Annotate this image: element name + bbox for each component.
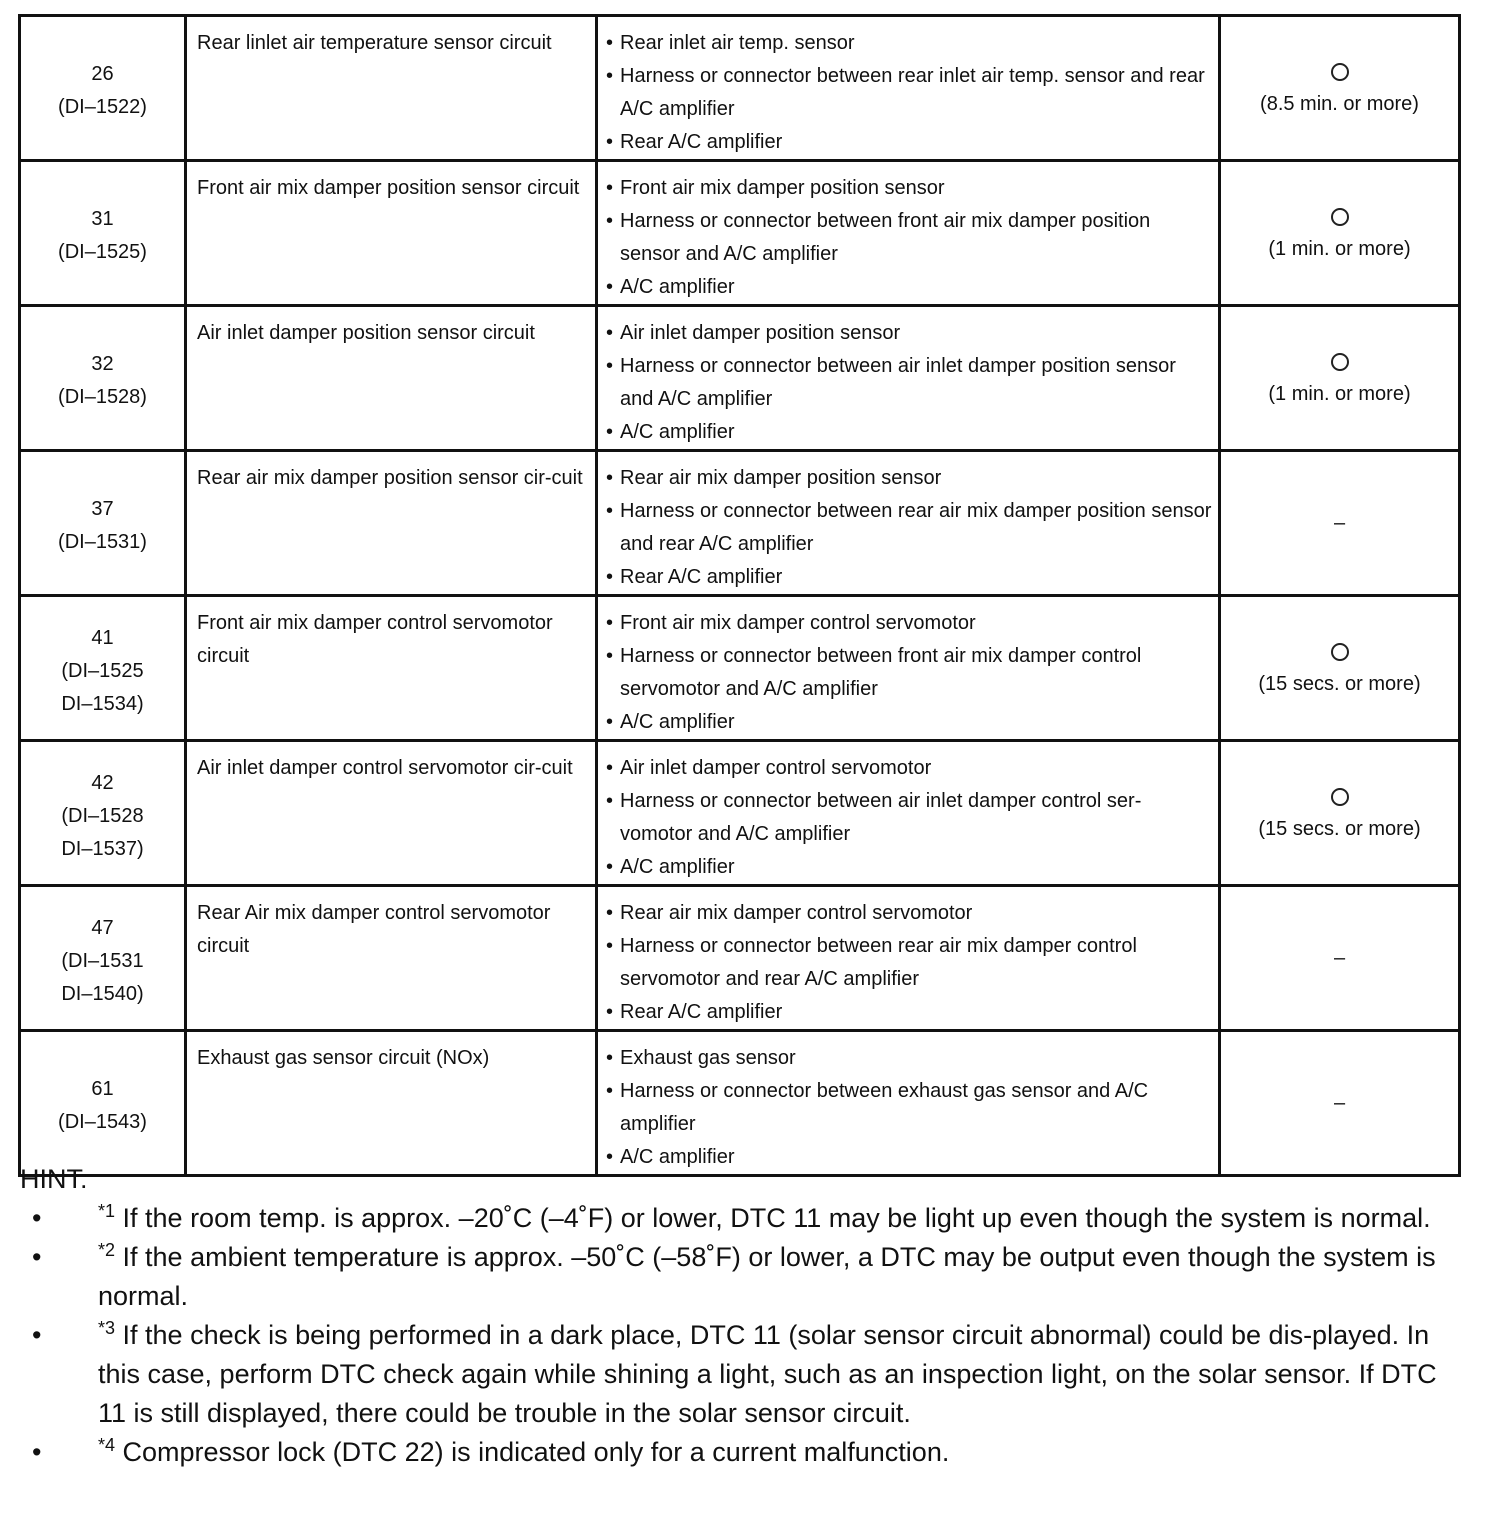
detection-item: Rear air mix damper position sensor cir-cuit: [197, 467, 583, 489]
dtc-code-block: [21, 197, 184, 269]
bullet-icon: •: [606, 790, 614, 812]
trouble-area-list: [598, 742, 1218, 884]
bullet-icon: •: [606, 355, 614, 377]
bullet-icon: •: [606, 1080, 614, 1102]
dtc-table-body: [20, 16, 1460, 1176]
trouble-area-text: Exhaust gas sensor: [620, 1047, 796, 1069]
hint-text: Compressor lock (DTC 22) is indicated only for a current malfunction.: [122, 1437, 950, 1467]
hint-title: HINT:: [20, 1164, 88, 1194]
table-row: [20, 741, 1460, 886]
bullet-icon: •: [606, 32, 614, 54]
dtc-code-block: [21, 616, 184, 721]
trouble-area-cell: [597, 596, 1220, 741]
hint-item: [20, 1199, 1470, 1238]
trouble-area-text: Rear A/C amplifier: [620, 1001, 783, 1023]
dtc-code-cell: [20, 451, 186, 596]
bullet-icon: •: [606, 711, 614, 733]
bullet-icon: •: [606, 322, 614, 344]
trouble-area-item: [606, 752, 1212, 785]
trouble-area-item: [606, 930, 1212, 996]
dtc-code: 41: [91, 626, 114, 649]
dtc-code-block: [21, 1067, 184, 1139]
hint-section: [20, 1160, 1470, 1472]
table-row: [20, 306, 1460, 451]
trouble-area-text: Rear A/C amplifier: [620, 566, 783, 588]
trouble-area-cell: [597, 1031, 1220, 1176]
dtc-code-block: [21, 487, 184, 559]
detection-item: Air inlet damper position sensor circuit: [197, 322, 535, 344]
memory-cell: [1220, 161, 1460, 306]
dtc-reference: (DI–1531): [58, 531, 147, 553]
trouble-area-item: [606, 27, 1212, 60]
bullet-icon: •: [32, 1203, 42, 1233]
trouble-area-cell: [597, 741, 1220, 886]
dtc-code-cell: [20, 886, 186, 1031]
trouble-area-item: [606, 462, 1212, 495]
trouble-area-text: Front air mix damper position sensor: [620, 177, 945, 199]
dtc-code-cell: [20, 16, 186, 161]
dtc-code: 31: [91, 208, 114, 230]
memory-cell: [1220, 451, 1460, 596]
bullet-icon: •: [606, 645, 614, 667]
trouble-area-item: [606, 706, 1212, 739]
trouble-area-cell: [597, 306, 1220, 451]
bullet-icon: •: [606, 1047, 614, 1069]
bullet-icon: •: [606, 1146, 614, 1168]
dtc-code-block: [21, 906, 184, 1011]
trouble-area-text: Harness or connector between rear air mix damper control servomotor and rear A/C amplifier: [620, 935, 1137, 990]
memory-circle-icon: [1221, 780, 1458, 813]
trouble-area-cell: [597, 451, 1220, 596]
trouble-area-text: A/C amplifier: [620, 856, 735, 878]
trouble-area-item: [606, 60, 1212, 126]
table-row: [20, 596, 1460, 741]
bullet-icon: •: [606, 612, 614, 634]
bullet-icon: •: [606, 757, 614, 779]
bullet-icon: •: [606, 467, 614, 489]
trouble-area-item: [606, 350, 1212, 416]
hint-footnote-mark: *2: [98, 1240, 116, 1260]
trouble-area-item: [606, 172, 1212, 205]
hint-text: If the check is being performed in a dark place, DTC 11 (solar sensor circuit abnormal) could be dis-played. In this case, perform DTC check again while shining a light, such as an inspection light, on the solar sensor. If DTC 11 is still displayed, there could be trouble in the solar sensor circuit.: [98, 1320, 1437, 1428]
detection-item: Rear linlet air temperature sensor circuit: [197, 32, 552, 54]
trouble-area-list: [598, 452, 1218, 594]
dtc-code-block: [21, 761, 184, 866]
hint-text: If the ambient temperature is approx. –50˚C (–58˚F) or lower, a DTC may be output even though the system is normal.: [98, 1242, 1436, 1311]
memory-dash: –: [1333, 946, 1346, 969]
memory-cell: [1220, 16, 1460, 161]
detection-item-cell: [186, 306, 597, 451]
memory-circle-icon: [1221, 345, 1458, 378]
table-row: [20, 1031, 1460, 1176]
trouble-area-item: [606, 996, 1212, 1029]
trouble-area-item: [606, 271, 1212, 304]
memory-dash: –: [1333, 1091, 1346, 1114]
trouble-area-item: [606, 1075, 1212, 1141]
dtc-code: 47: [91, 916, 114, 939]
dtc-code: 42: [91, 771, 114, 794]
hint-list: [20, 1199, 1470, 1472]
dtc-code-cell: [20, 741, 186, 886]
bullet-icon: •: [606, 276, 614, 298]
memory-duration: (15 secs. or more): [1258, 673, 1421, 695]
trouble-area-item: [606, 640, 1212, 706]
trouble-area-text: Air inlet damper position sensor: [620, 322, 901, 344]
hint-footnote-mark: *4: [98, 1435, 116, 1455]
bullet-icon: •: [32, 1437, 42, 1467]
hint-item: [20, 1238, 1470, 1316]
circle-icon: [1331, 643, 1349, 661]
detection-item-cell: [186, 741, 597, 886]
bullet-icon: •: [606, 856, 614, 878]
trouble-area-list: [598, 307, 1218, 449]
memory-duration: (15 secs. or more): [1258, 818, 1421, 840]
table-row: [20, 16, 1460, 161]
trouble-area-list: [598, 162, 1218, 304]
dtc-code-cell: [20, 596, 186, 741]
hint-body: [98, 1320, 1437, 1428]
trouble-area-text: Rear A/C amplifier: [620, 131, 783, 153]
dtc-reference: (DI–1528: [61, 804, 144, 827]
trouble-area-item: [606, 416, 1212, 449]
hint-body: [98, 1203, 1431, 1233]
memory-circle-icon: [1221, 200, 1458, 233]
table-row: [20, 161, 1460, 306]
dtc-code-block: [21, 342, 184, 414]
detection-item-cell: [186, 596, 597, 741]
trouble-area-item: [606, 1042, 1212, 1075]
dtc-reference: (DI–1522): [58, 96, 147, 118]
memory-circle-icon: [1221, 55, 1458, 88]
detection-item-cell: [186, 1031, 597, 1176]
dtc-reference: DI–1534): [61, 692, 144, 715]
table-row: [20, 886, 1460, 1031]
detection-item: Front air mix damper control servomotor circuit: [197, 612, 553, 667]
trouble-area-item: [606, 205, 1212, 271]
detection-item-cell: [186, 16, 597, 161]
trouble-area-text: Rear air mix damper control servomotor: [620, 902, 973, 924]
trouble-area-cell: [597, 161, 1220, 306]
trouble-area-text: Harness or connector between exhaust gas sensor and A/C amplifier: [620, 1080, 1149, 1135]
trouble-area-text: Air inlet damper control servomotor: [620, 757, 932, 779]
dtc-table: [18, 14, 1461, 1177]
circle-icon: [1331, 63, 1349, 81]
trouble-area-item: [606, 317, 1212, 350]
trouble-area-text: Harness or connector between air inlet damper control ser-vomotor and A/C amplifier: [620, 790, 1142, 845]
hint-item: [20, 1433, 1470, 1472]
memory-circle-icon: [1221, 635, 1458, 668]
trouble-area-item: [606, 607, 1212, 640]
circle-icon: [1331, 788, 1349, 806]
dtc-code-cell: [20, 1031, 186, 1176]
bullet-icon: •: [606, 566, 614, 588]
trouble-area-item: [606, 851, 1212, 884]
memory-duration: (8.5 min. or more): [1260, 93, 1419, 115]
trouble-area-text: Rear air mix damper position sensor: [620, 467, 942, 489]
trouble-area-text: A/C amplifier: [620, 276, 735, 298]
bullet-icon: •: [32, 1320, 42, 1350]
trouble-area-item: [606, 126, 1212, 159]
dtc-reference: (DI–1528): [58, 386, 147, 408]
trouble-area-text: Front air mix damper control servomotor: [620, 612, 976, 634]
trouble-area-list: [598, 887, 1218, 1029]
trouble-area-cell: [597, 886, 1220, 1031]
trouble-area-text: A/C amplifier: [620, 1146, 735, 1168]
hint-item: [20, 1316, 1470, 1433]
circle-icon: [1331, 208, 1349, 226]
bullet-icon: •: [606, 65, 614, 87]
trouble-area-text: Harness or connector between front air mix damper position sensor and A/C amplifier: [620, 210, 1151, 265]
bullet-icon: •: [606, 177, 614, 199]
trouble-area-cell: [597, 16, 1220, 161]
memory-cell: [1220, 596, 1460, 741]
bullet-icon: •: [606, 935, 614, 957]
memory-cell: [1220, 306, 1460, 451]
bullet-icon: •: [606, 500, 614, 522]
dtc-reference: (DI–1525): [58, 241, 147, 263]
dtc-reference: (DI–1531: [61, 949, 144, 972]
detection-item: Air inlet damper control servomotor cir-cuit: [197, 757, 573, 779]
trouble-area-text: Harness or connector between front air mix damper control servomotor and A/C amplifier: [620, 645, 1142, 700]
detection-item: Front air mix damper position sensor circuit: [197, 177, 580, 199]
trouble-area-item: [606, 897, 1212, 930]
dtc-reference: DI–1540): [61, 982, 144, 1005]
memory-duration: (1 min. or more): [1268, 383, 1411, 405]
trouble-area-list: [598, 597, 1218, 739]
trouble-area-list: [598, 17, 1218, 159]
dtc-code-block: [21, 52, 184, 124]
dtc-code-cell: [20, 306, 186, 451]
detection-item: Exhaust gas sensor circuit (NOx): [197, 1047, 490, 1069]
trouble-area-text: Harness or connector between rear inlet air temp. sensor and rear A/C amplifier: [620, 65, 1205, 120]
hint-footnote-mark: *1: [98, 1201, 116, 1221]
trouble-area-text: Rear inlet air temp. sensor: [620, 32, 855, 54]
trouble-area-text: Harness or connector between air inlet damper position sensor and A/C amplifier: [620, 355, 1176, 410]
hint-footnote-mark: *3: [98, 1318, 116, 1338]
dtc-reference: (DI–1543): [58, 1111, 147, 1133]
detection-item-cell: [186, 161, 597, 306]
trouble-area-item: [606, 785, 1212, 851]
dtc-code: 61: [91, 1078, 114, 1100]
hint-text: If the room temp. is approx. –20˚C (–4˚F) or lower, DTC 11 may be light up even though the system is normal.: [122, 1203, 1431, 1233]
circle-icon: [1331, 353, 1349, 371]
detection-item: Rear Air mix damper control servomotor circuit: [197, 902, 551, 957]
trouble-area-item: [606, 495, 1212, 561]
memory-cell: [1220, 741, 1460, 886]
dtc-code-cell: [20, 161, 186, 306]
bullet-icon: •: [606, 1001, 614, 1023]
bullet-icon: •: [606, 421, 614, 443]
bullet-icon: •: [606, 902, 614, 924]
bullet-icon: •: [606, 131, 614, 153]
hint-body: [98, 1437, 949, 1467]
memory-cell: [1220, 1031, 1460, 1176]
dtc-reference: DI–1537): [61, 837, 144, 860]
table-row: [20, 451, 1460, 596]
memory-duration: (1 min. or more): [1268, 238, 1411, 260]
dtc-code: 37: [91, 498, 114, 520]
memory-dash: –: [1333, 511, 1346, 534]
dtc-reference: (DI–1525: [61, 659, 144, 682]
trouble-area-list: [598, 1032, 1218, 1174]
bullet-icon: •: [606, 210, 614, 232]
bullet-icon: •: [32, 1242, 42, 1272]
trouble-area-item: [606, 561, 1212, 594]
dtc-code: 32: [91, 353, 114, 375]
dtc-code: 26: [91, 63, 114, 85]
memory-cell: [1220, 886, 1460, 1031]
detection-item-cell: [186, 451, 597, 596]
trouble-area-text: A/C amplifier: [620, 711, 735, 733]
trouble-area-text: Harness or connector between rear air mix damper position sensor and rear A/C amplifier: [620, 500, 1212, 555]
trouble-area-text: A/C amplifier: [620, 421, 735, 443]
hint-body: [98, 1242, 1436, 1311]
detection-item-cell: [186, 886, 597, 1031]
